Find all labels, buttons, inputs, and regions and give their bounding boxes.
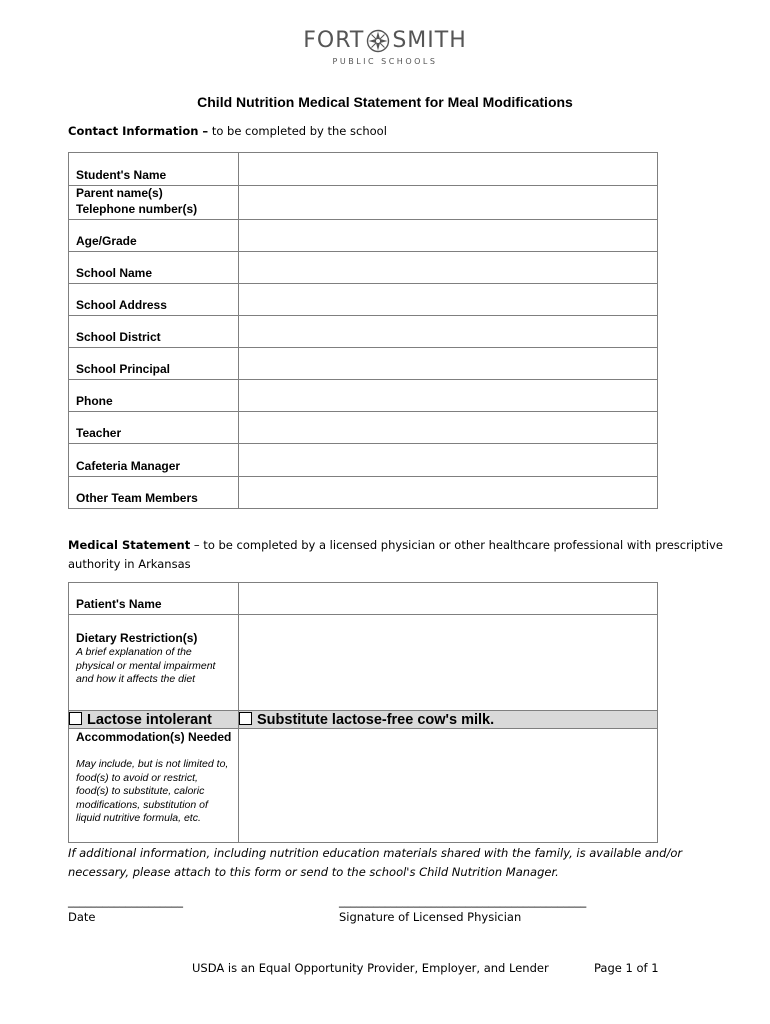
substitute-milk-option[interactable] [239,711,658,729]
label-cell [69,348,239,380]
school-name-label: School Name [76,266,153,280]
student-name-field[interactable] [239,153,658,186]
school-principal-field[interactable] [239,348,658,380]
age-grade-field[interactable] [239,220,658,252]
table-row [69,284,658,316]
label-cell [69,380,239,412]
contact-info-table [68,152,658,509]
table-row [69,412,658,444]
substitute-milk-label: Substitute lactose-free cow's milk. [257,711,495,728]
school-name-field[interactable] [239,252,658,284]
school-principal-label: School Principal [76,362,171,376]
dietary-restriction-label: Dietary Restriction(s) [76,631,198,645]
table-row [69,186,658,220]
date-label: Date [68,910,96,924]
page-number: Page 1 of 1 [594,961,659,975]
patient-name-field[interactable] [239,583,658,615]
accommodation-note: May include, but is not limited to, food(s) to avoid or restrict, food(s) to substitute, caloric modifications, substitution of liquid nutritive formula, etc. [76,758,229,824]
label-cell [69,284,239,316]
parent-telephone-field[interactable] [239,186,658,220]
telephone-number-label: Telephone number(s) [76,202,198,216]
label-cell [69,252,239,284]
checkbox-icon[interactable] [69,712,82,725]
label-cell [69,615,239,711]
table-row [69,153,658,186]
dietary-restriction-field[interactable] [239,615,658,711]
lactose-intolerant-label: Lactose intolerant [87,711,212,728]
medical-heading-rest: – to be completed by a licensed physician or other healthcare professional with prescriptive [190,538,723,552]
table-row [69,711,658,729]
label-cell [69,220,239,252]
physician-signature-label: Signature of Licensed Physician [339,910,522,924]
table-row [69,729,658,843]
table-row [69,444,658,477]
contact-section-heading [68,124,387,138]
other-team-members-label: Other Team Members [76,491,198,505]
label-cell [69,316,239,348]
page-title: Child Nutrition Medical Statement for Meal Modifications [197,94,573,110]
table-row [69,348,658,380]
lactose-intolerant-option[interactable] [69,711,239,729]
usda-footer: USDA is an Equal Opportunity Provider, Employer, and Lender [192,961,549,975]
medical-section-heading [68,536,728,574]
table-row [69,583,658,615]
cafeteria-manager-field[interactable] [239,444,658,477]
table-row [69,380,658,412]
student-name-label: Student's Name [76,168,167,182]
teacher-field[interactable] [239,412,658,444]
accommodation-label: Accommodation(s) Needed [76,730,232,744]
age-grade-label: Age/Grade [76,234,137,248]
school-district-field[interactable] [239,316,658,348]
logo-text-left: FORT [303,28,365,53]
table-row [69,316,658,348]
dietary-restriction-note: A brief explanation of the physical or mental impairment and how it affects the diet [76,646,216,685]
compass-star-icon [366,29,390,53]
table-row [69,615,658,711]
contact-heading-bold: Contact Information – [68,124,209,138]
label-cell [69,412,239,444]
table-row [69,477,658,509]
medical-heading-line2: authority in Arkansas [68,557,191,571]
parent-name-label: Parent name(s) [76,186,163,200]
medical-statement-table [68,582,658,843]
other-team-members-field[interactable] [239,477,658,509]
physician-signature-line[interactable]: ___________________________________________ [339,894,587,908]
date-signature-line[interactable]: ____________________ [68,894,183,908]
table-row [69,220,658,252]
school-logo [0,28,770,66]
contact-heading-rest: to be completed by the school [208,124,387,138]
additional-info-note: If additional information, including nutrition education materials shared with the family, is available and/or necessary, please attach to this form or send to the school's Child Nutrition Manager. [68,846,683,879]
label-cell [69,186,239,220]
label-cell [69,729,239,843]
label-cell [69,153,239,186]
teacher-label: Teacher [76,426,122,440]
accommodation-field[interactable] [239,729,658,843]
cafeteria-manager-label: Cafeteria Manager [76,459,181,473]
logo-subtitle: PUBLIC SCHOOLS [332,57,438,66]
school-address-label: School Address [76,298,167,312]
phone-field[interactable] [239,380,658,412]
checkbox-icon[interactable] [239,712,252,725]
patient-name-label: Patient's Name [76,597,162,611]
label-cell [69,477,239,509]
table-row [69,252,658,284]
school-district-label: School District [76,330,161,344]
label-cell [69,444,239,477]
medical-heading-bold: Medical Statement [68,538,191,552]
phone-label: Phone [76,394,113,408]
school-address-field[interactable] [239,284,658,316]
label-cell [69,583,239,615]
logo-text-right: SMITH [392,28,467,53]
